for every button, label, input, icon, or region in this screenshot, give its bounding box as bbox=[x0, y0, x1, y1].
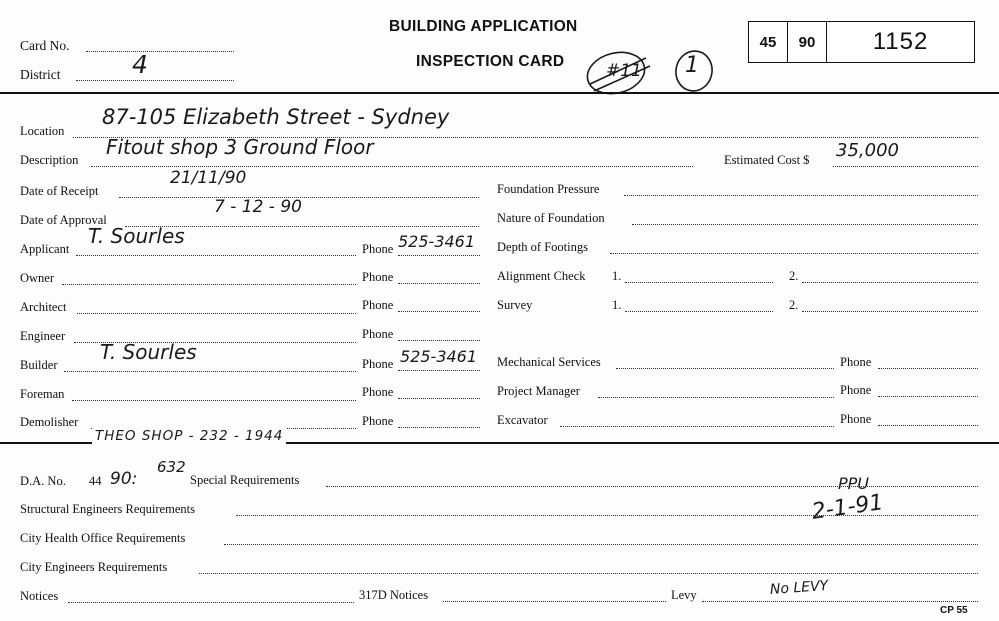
owner-label: Owner bbox=[20, 271, 55, 285]
card-no-field[interactable] bbox=[86, 51, 234, 52]
estimated-cost-value: 35,000 bbox=[836, 140, 899, 161]
mechanical-phone-field[interactable] bbox=[878, 368, 978, 369]
da-no-label: D.A. No. bbox=[20, 474, 66, 488]
alignment-check-num2: 2. bbox=[789, 269, 799, 283]
mechanical-services-field[interactable] bbox=[616, 368, 834, 369]
engineer-label: Engineer bbox=[20, 329, 66, 343]
builder-field[interactable] bbox=[64, 371, 356, 372]
da-year-value: 90: bbox=[110, 469, 138, 489]
levy-value: No LEVY bbox=[769, 577, 829, 598]
nature-foundation-label: Nature of Foundation bbox=[497, 211, 605, 225]
applicant-phone-field[interactable] bbox=[398, 255, 480, 256]
structural-engineers-label: Structural Engineers Requirements bbox=[20, 502, 195, 516]
nature-foundation-field[interactable] bbox=[632, 224, 978, 225]
mechanical-services-label: Mechanical Services bbox=[497, 355, 601, 369]
form-code: CP 55 bbox=[940, 605, 968, 616]
description-field[interactable] bbox=[91, 166, 693, 167]
da-prefix: 44 bbox=[89, 474, 102, 488]
owner-phone-field[interactable] bbox=[398, 283, 480, 284]
foundation-pressure-field[interactable] bbox=[624, 195, 978, 196]
levy-field[interactable] bbox=[702, 601, 978, 602]
ref-cell-2: 90 bbox=[788, 22, 827, 62]
survey-num2: 2. bbox=[789, 298, 799, 312]
district-value: 4 bbox=[132, 50, 148, 79]
owner-field[interactable] bbox=[62, 284, 356, 285]
project-manager-phone-field[interactable] bbox=[878, 396, 978, 397]
foreman-phone-label: Phone bbox=[362, 385, 394, 399]
date-approval-label: Date of Approval bbox=[20, 213, 107, 227]
excavator-field[interactable] bbox=[560, 426, 834, 427]
city-health-label: City Health Office Requirements bbox=[20, 531, 186, 545]
builder-label: Builder bbox=[20, 358, 58, 372]
handwritten-contact-note: THEO SHOP - 232 - 1944 bbox=[92, 428, 286, 444]
district-field[interactable] bbox=[76, 80, 234, 81]
form-title-line2: INSPECTION CARD bbox=[416, 53, 565, 70]
demolisher-phone-field[interactable] bbox=[398, 427, 480, 428]
builder-phone-field[interactable] bbox=[398, 370, 480, 371]
levy-label: Levy bbox=[671, 588, 697, 602]
alignment-check-field-1[interactable] bbox=[625, 282, 773, 283]
applicant-phone-value: 525-3461 bbox=[398, 232, 476, 251]
engineer-phone-label: Phone bbox=[362, 327, 394, 341]
excavator-phone-field[interactable] bbox=[878, 425, 978, 426]
alignment-check-field-2[interactable] bbox=[802, 282, 978, 283]
notices-317d-label: 317D Notices bbox=[359, 588, 429, 602]
survey-field-1[interactable] bbox=[625, 311, 773, 312]
mechanical-phone-label: Phone bbox=[840, 355, 872, 369]
city-engineers-field[interactable] bbox=[199, 573, 978, 574]
estimated-cost-label: Estimated Cost $ bbox=[724, 153, 810, 167]
city-health-field[interactable] bbox=[224, 544, 978, 545]
header-divider bbox=[0, 92, 999, 94]
architect-label: Architect bbox=[20, 300, 67, 314]
architect-phone-field[interactable] bbox=[398, 311, 480, 312]
approval-initials: PPU bbox=[838, 474, 870, 493]
survey-field-2[interactable] bbox=[802, 311, 978, 312]
approval-date-note: 2-1-91 bbox=[810, 490, 885, 525]
architect-field[interactable] bbox=[77, 313, 356, 314]
special-requirements-field[interactable] bbox=[326, 486, 978, 487]
excavator-phone-label: Phone bbox=[840, 412, 872, 426]
applicant-label: Applicant bbox=[20, 242, 70, 256]
da-number-value: 632 bbox=[157, 458, 186, 476]
foreman-field[interactable] bbox=[72, 400, 356, 401]
demolisher-label: Demolisher bbox=[20, 415, 79, 429]
architect-phone-label: Phone bbox=[362, 298, 394, 312]
ref-cell-1: 45 bbox=[749, 22, 788, 62]
card-no-label: Card No. bbox=[20, 38, 70, 53]
survey-label: Survey bbox=[497, 298, 533, 312]
notices-label: Notices bbox=[20, 589, 59, 603]
builder-phone-value: 525-3461 bbox=[400, 347, 478, 366]
engineer-phone-field[interactable] bbox=[398, 340, 480, 341]
circled-number: 1 bbox=[685, 53, 699, 78]
applicant-phone-label: Phone bbox=[362, 242, 394, 256]
location-value: 87-105 Elizabeth Street - Sydney bbox=[102, 105, 450, 129]
notices-317d-field[interactable] bbox=[443, 601, 666, 602]
date-approval-value: 7 - 12 - 90 bbox=[214, 197, 302, 217]
form-title-line1: BUILDING APPLICATION bbox=[389, 18, 578, 35]
foreman-phone-field[interactable] bbox=[398, 398, 480, 399]
excavator-label: Excavator bbox=[497, 413, 548, 427]
owner-phone-label: Phone bbox=[362, 270, 394, 284]
applicant-field[interactable] bbox=[76, 255, 356, 256]
builder-value: T. Sourles bbox=[100, 340, 197, 364]
survey-num1: 1. bbox=[612, 298, 622, 312]
alignment-check-label: Alignment Check bbox=[497, 269, 586, 283]
notices-field[interactable] bbox=[68, 602, 354, 603]
reference-number-box bbox=[748, 21, 975, 63]
builder-phone-label: Phone bbox=[362, 357, 394, 371]
date-receipt-label: Date of Receipt bbox=[20, 184, 99, 198]
estimated-cost-field[interactable] bbox=[833, 166, 978, 167]
city-engineers-label: City Engineers Requirements bbox=[20, 560, 168, 574]
struck-mark: #11 bbox=[606, 61, 642, 81]
alignment-check-num1: 1. bbox=[612, 269, 622, 283]
district-label: District bbox=[20, 67, 61, 82]
applicant-value: T. Sourles bbox=[88, 224, 185, 248]
depth-footings-label: Depth of Footings bbox=[497, 240, 588, 254]
foreman-label: Foreman bbox=[20, 387, 65, 401]
description-label: Description bbox=[20, 153, 79, 167]
location-label: Location bbox=[20, 124, 65, 138]
depth-footings-field[interactable] bbox=[610, 253, 978, 254]
description-value: Fitout shop 3 Ground Floor bbox=[106, 135, 374, 159]
project-manager-label: Project Manager bbox=[497, 384, 580, 398]
ref-cell-3: 1152 bbox=[872, 28, 929, 55]
project-manager-field[interactable] bbox=[598, 397, 834, 398]
demolisher-phone-label: Phone bbox=[362, 414, 394, 428]
date-receipt-value: 21/11/90 bbox=[170, 168, 247, 188]
special-requirements-label: Special Requirements bbox=[190, 473, 300, 487]
foundation-pressure-label: Foundation Pressure bbox=[497, 182, 600, 196]
project-manager-phone-label: Phone bbox=[840, 383, 872, 397]
